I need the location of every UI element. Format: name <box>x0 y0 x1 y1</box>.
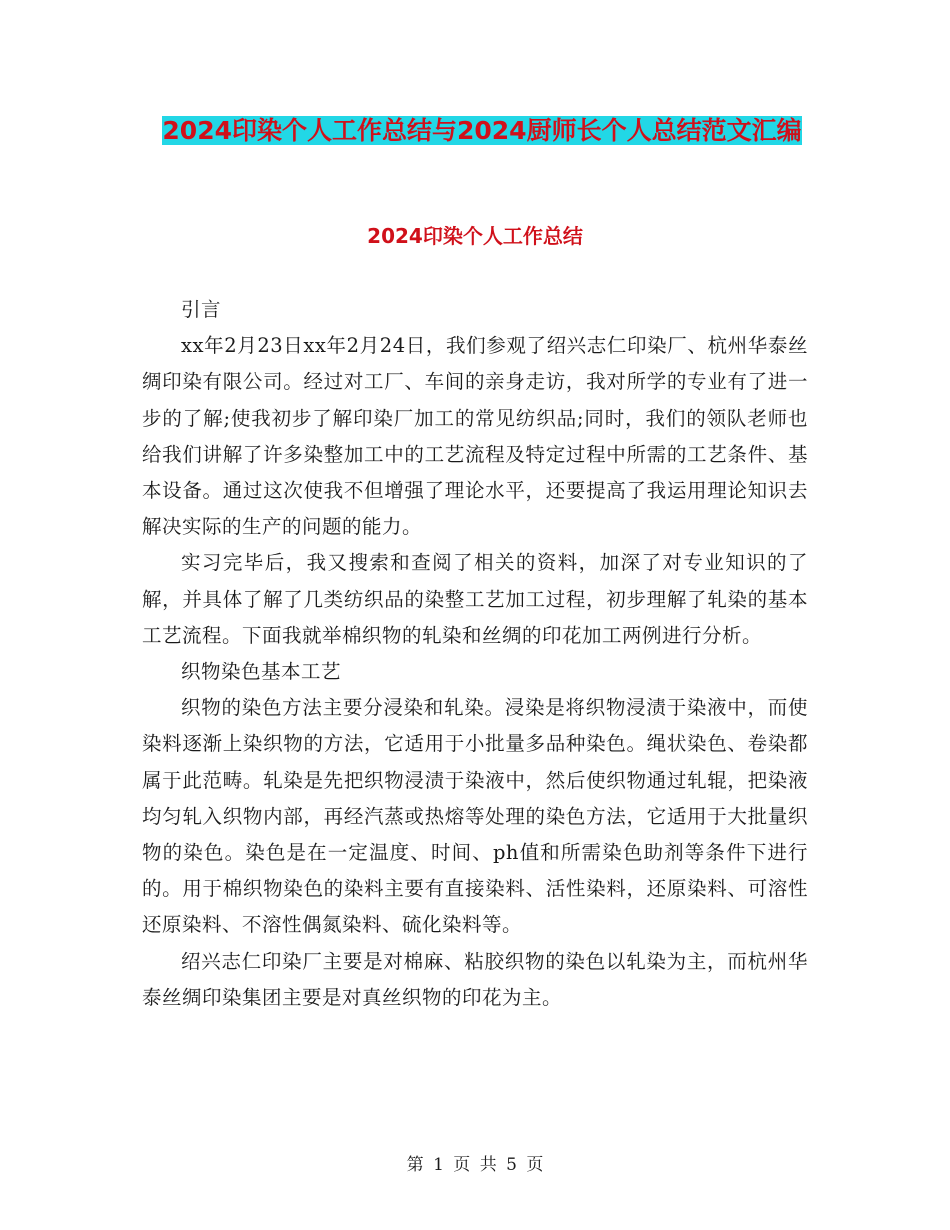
paragraph-intro-heading: 引言 <box>181 298 222 321</box>
paragraph: 实习完毕后，我又搜索和查阅了相关的资料，加深了对专业知识的了解，并具体了解了几类纺织品的染整工艺加工过程，初步理解了轧染的基本工艺流程。下面我就举棉织物的轧染和丝绸的印花加工两例进行分析。 <box>142 551 808 647</box>
document-body <box>142 292 808 1016</box>
paragraph: 织物的染色方法主要分浸染和轧染。浸染是将织物浸渍于染液中，而使染料逐渐上染织物的方法，它适用于小批量多品种染色。绳状染色、卷染都属于此范畴。轧染是先把织物浸渍于染液中，然后使织物通过轧辊，把染液均匀轧入织物内部，再经汽蒸或热熔等处理的染色方法，它适用于大批量织物的染色。染色是在一定温度、时间、ph值和所需染色助剂等条件下进行的。用于棉织物染色的染料主要有直接染料、活性染料，还原染料、可溶性还原染料、不溶性偶氮染料、硫化染料等。 <box>142 696 808 937</box>
paragraph-dyeing-heading: 织物染色基本工艺 <box>181 660 342 684</box>
page-number-footer: 第 1 页 共 5 页 <box>406 1155 544 1175</box>
paragraph: 绍兴志仁印染厂主要是对棉麻、粘胶织物的染色以轧染为主，而杭州华泰丝绸印染集团主要是对真丝织物的印花为主。 <box>142 949 808 1009</box>
section-title: 2024印染个人工作总结 <box>367 224 583 248</box>
document-title-text: 2024印染个人工作总结与2024厨师长个人总结范文汇编 <box>162 116 802 145</box>
document-title <box>142 110 822 152</box>
paragraph: xx年2月23日xx年2月24日，我们参观了绍兴志仁印染厂、杭州华泰丝绸印染有限公司。经过对工厂、车间的亲身走访，我对所学的专业有了进一步的了解;使我初步了解印染厂加工的常见纺织品;同时，我们的领队老师也给我们讲解了许多染整加工中的工艺流程及特定过程中所需的工艺条件、基本设备。通过这次使我不但增强了理论水平，还要提高了我运用理论知识去解决实际的生产的问题的能力。 <box>142 334 808 539</box>
